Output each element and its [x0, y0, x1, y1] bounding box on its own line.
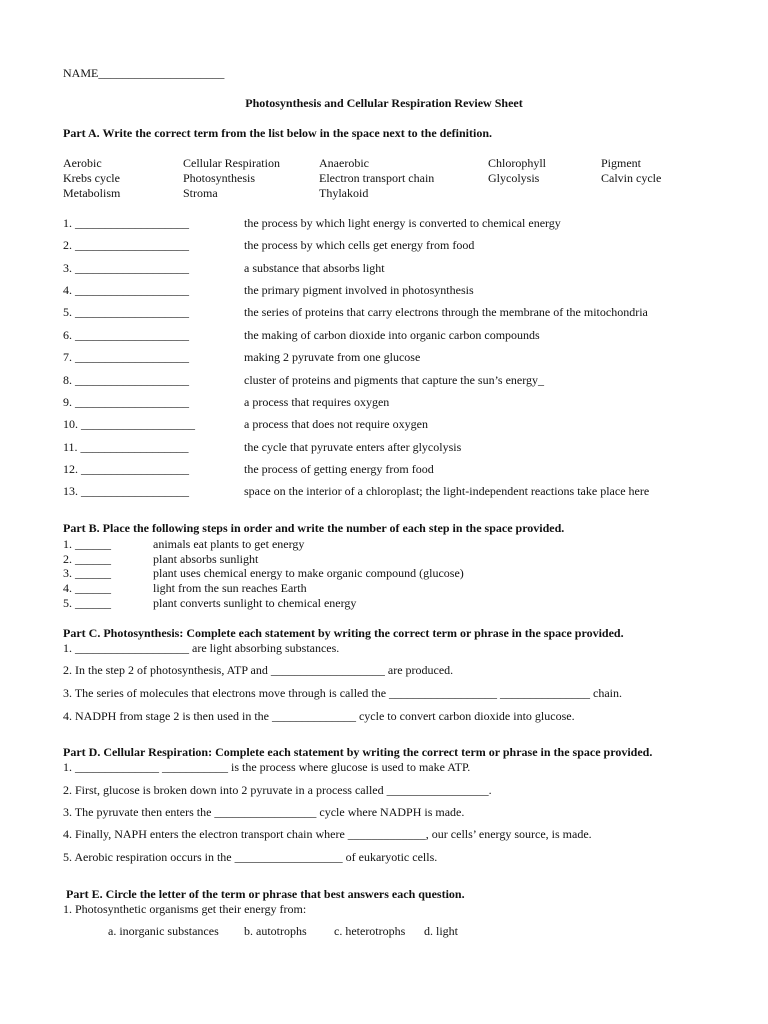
answer-blank[interactable]: 13. __________________	[63, 484, 189, 498]
answer-blank[interactable]: 4. ___________________	[63, 283, 189, 297]
step-text: animals eat plants to get energy	[153, 537, 305, 551]
word-bank-column	[319, 156, 434, 201]
word-bank-column	[601, 156, 661, 186]
part-d-statement: 3. The pyruvate then enters the _________________ cycle where NADPH is made.	[63, 805, 465, 819]
definition: the series of proteins that carry electrons through the membrane of the mitochondria	[244, 305, 648, 319]
word-bank-term: Electron transport chain	[319, 171, 435, 185]
word-bank-column	[63, 156, 120, 201]
part-d-heading: Part D. Cellular Respiration: Complete each statement by writing the correct term or phrase in the space provided.	[63, 745, 653, 759]
answer-blank[interactable]: 11. __________________	[63, 440, 189, 454]
definition: the process of getting energy from food	[244, 462, 434, 476]
definition: a process that does not require oxygen	[244, 417, 428, 431]
answer-blank[interactable]: 2. ___________________	[63, 238, 189, 252]
part-d-statement: 2. First, glucose is broken down into 2 pyruvate in a process called _________________.	[63, 783, 492, 797]
name-line: NAME_____________________	[63, 66, 225, 80]
word-bank-term: Calvin cycle	[601, 171, 662, 185]
word-bank-term: Cellular Respiration	[183, 156, 280, 170]
part-b-heading: Part B. Place the following steps in order and write the number of each step in the space provided.	[63, 521, 565, 535]
part-c-statement: 3. The series of molecules that electrons move through is called the __________________ _______________ chain.	[63, 686, 623, 700]
answer-blank[interactable]: 6. ___________________	[63, 328, 189, 342]
step-number-blank[interactable]: 4. ______	[63, 581, 111, 595]
word-bank-term: Thylakoid	[319, 186, 369, 200]
step-text: plant converts sunlight to chemical energy	[153, 596, 357, 610]
word-bank-column	[183, 156, 280, 201]
part-c-heading: Part C. Photosynthesis: Complete each statement by writing the correct term or phrase in the space provided.	[63, 626, 624, 640]
definition: space on the interior of a chloroplast; the light-independent reactions take place here	[244, 484, 650, 498]
part-c-statement: 4. NADPH from stage 2 is then used in the ______________ cycle to convert carbon dioxide into glucose.	[63, 709, 575, 723]
definition: a process that requires oxygen	[244, 395, 390, 409]
definition: the primary pigment involved in photosynthesis	[244, 283, 474, 297]
part-d-statement: 1. ______________ ___________ is the process where glucose is used to make ATP.	[63, 760, 471, 774]
part-d-statement: 4. Finally, NAPH enters the electron transport chain where _____________, our cells’ energy source, is made.	[63, 827, 592, 841]
answer-blank[interactable]: 12. __________________	[63, 462, 189, 476]
answer-option-a[interactable]: a. inorganic substances	[108, 924, 219, 938]
answer-options	[108, 924, 528, 940]
answer-blank[interactable]: 9. ___________________	[63, 395, 189, 409]
step-number-blank[interactable]: 5. ______	[63, 596, 111, 610]
word-bank-term: Photosynthesis	[183, 171, 256, 185]
step-number-blank[interactable]: 3. ______	[63, 566, 111, 580]
definition: the making of carbon dioxide into organic carbon compounds	[244, 328, 540, 342]
word-bank-term: Metabolism	[63, 186, 121, 200]
answer-blank[interactable]: 3. ___________________	[63, 261, 189, 275]
definition: the process by which cells get energy from food	[244, 238, 475, 252]
step-text: plant uses chemical energy to make organic compound (glucose)	[153, 566, 464, 580]
part-c-statement: 2. In the step 2 of photosynthesis, ATP and ___________________ are produced.	[63, 663, 454, 677]
word-bank-term: Stroma	[183, 186, 218, 200]
definition: the cycle that pyruvate enters after glycolysis	[244, 440, 462, 454]
worksheet-title: Photosynthesis and Cellular Respiration Review Sheet	[245, 96, 523, 110]
word-bank-term: Chlorophyll	[488, 156, 547, 170]
part-a-heading: Part A. Write the correct term from the list below in the space next to the definition.	[63, 126, 493, 140]
part-e-question: 1. Photosynthetic organisms get their energy from:	[63, 902, 307, 916]
answer-blank[interactable]: 7. ___________________	[63, 350, 189, 364]
part-c-statement: 1. ___________________ are light absorbing substances.	[63, 641, 340, 655]
answer-option-c[interactable]: c. heterotrophs	[334, 924, 406, 938]
answer-blank[interactable]: 1. ___________________	[63, 216, 189, 230]
definition: making 2 pyruvate from one glucose	[244, 350, 421, 364]
answer-blank[interactable]: 10. ___________________	[63, 417, 195, 431]
answer-option-d[interactable]: d. light	[424, 924, 459, 938]
step-number-blank[interactable]: 2. ______	[63, 552, 111, 566]
part-d-statement: 5. Aerobic respiration occurs in the __________________ of eukaryotic cells.	[63, 850, 438, 864]
part-e-heading: Part E. Circle the letter of the term or phrase that best answers each question.	[66, 887, 465, 901]
answer-blank[interactable]: 8. ___________________	[63, 373, 189, 387]
word-bank-term: Glycolysis	[488, 171, 540, 185]
definition: a substance that absorbs light	[244, 261, 385, 275]
definition: cluster of proteins and pigments that capture the sun’s energy_	[244, 373, 545, 387]
word-bank-term: Pigment	[601, 156, 642, 170]
word-bank-term: Krebs cycle	[63, 171, 120, 185]
word-bank-term: Anaerobic	[319, 156, 369, 170]
answer-blank[interactable]: 5. ___________________	[63, 305, 189, 319]
step-text: plant absorbs sunlight	[153, 552, 259, 566]
word-bank-column	[488, 156, 546, 186]
word-bank	[63, 156, 703, 202]
step-number-blank[interactable]: 1. ______	[63, 537, 111, 551]
definition: the process by which light energy is converted to chemical energy	[244, 216, 561, 230]
word-bank-term: Aerobic	[63, 156, 102, 170]
answer-option-b[interactable]: b. autotrophs	[244, 924, 307, 938]
step-text: light from the sun reaches Earth	[153, 581, 307, 595]
